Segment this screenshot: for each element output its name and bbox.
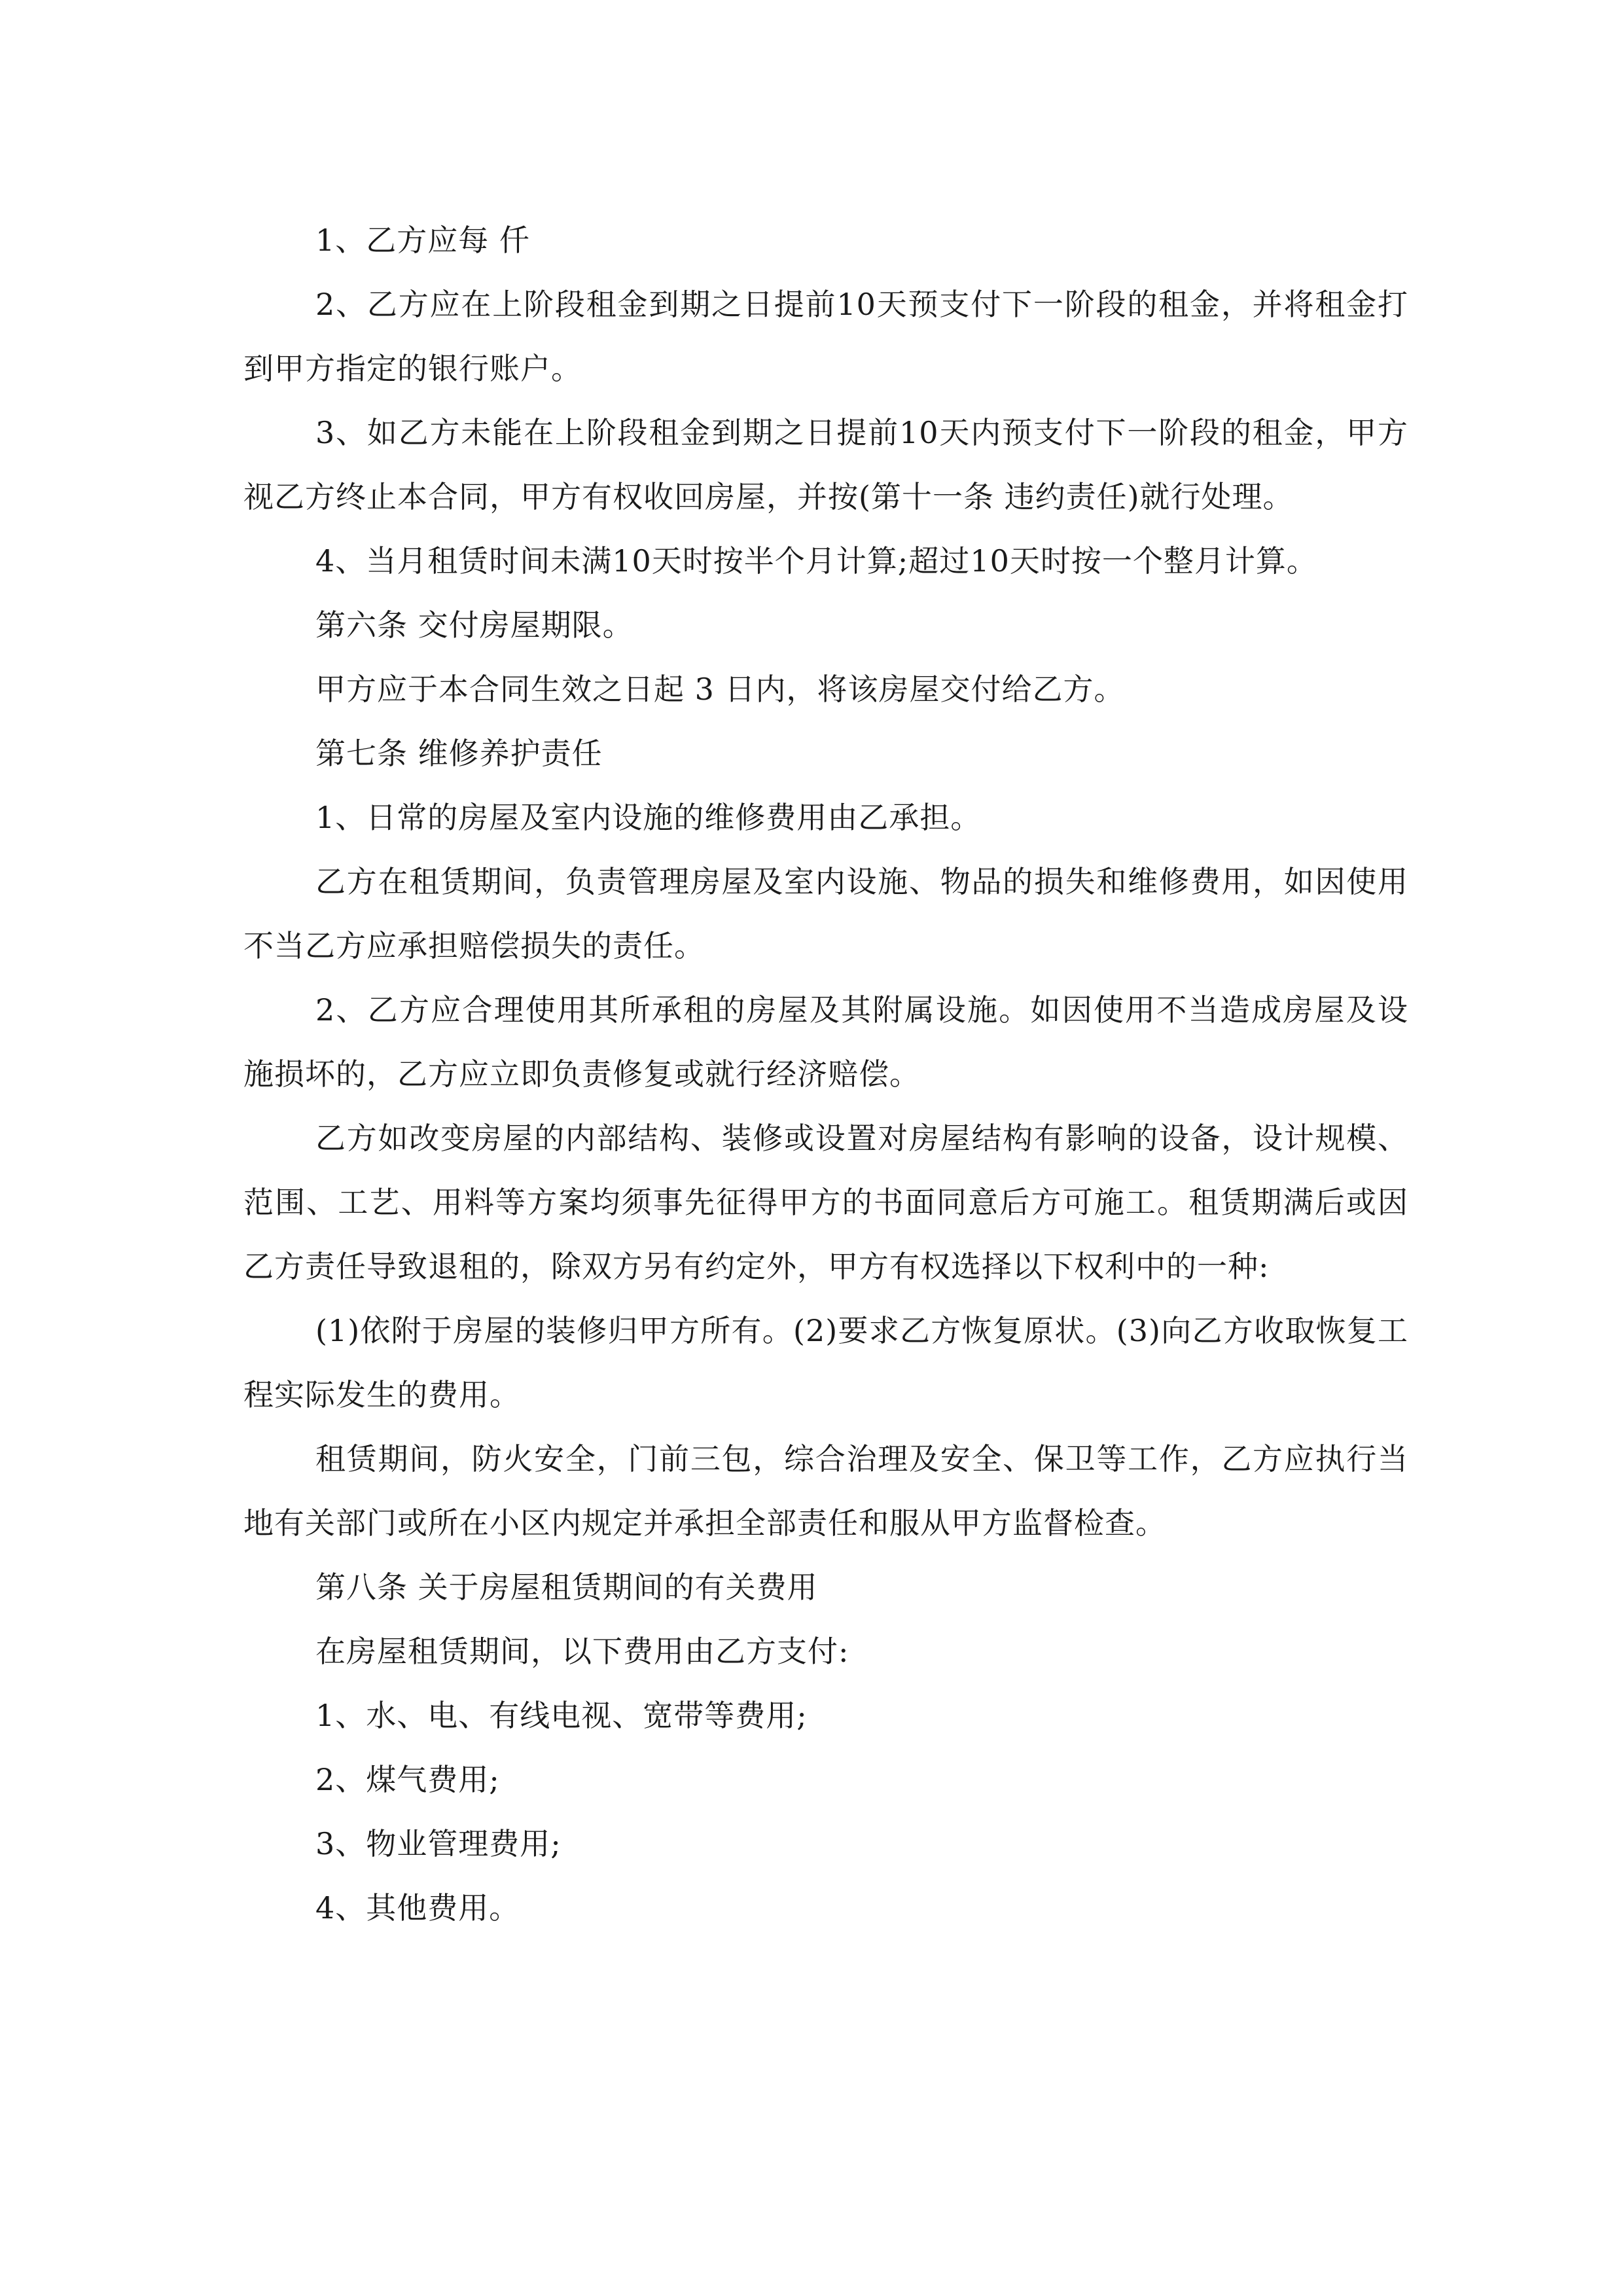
paragraph-rent-payment-2: 2、乙方应在上阶段租金到期之日提前10天预支付下一阶段的租金，并将租金打到甲方指定的银行账户。 (243, 287, 1408, 386)
paragraph-maintenance-2: 2、乙方应合理使用其所承租的房屋及其附属设施。如因使用不当造成房屋及设施损坏的，乙方应立即负责修复或就行经济赔偿。 (243, 992, 1408, 1092)
document-body (243, 208, 1408, 1940)
article-7-heading: 第七条 维修养护责任 (315, 736, 603, 771)
paragraph-fee-gas: 2、煤气费用; (315, 1762, 500, 1797)
paragraph-rent-payment-1: 1、乙方应每 仟 (315, 223, 530, 258)
paragraph-fee-property: 3、物业管理费用; (315, 1826, 562, 1861)
paragraph-delivery: 甲方应于本合同生效之日起 3 日内，将该房屋交付给乙方。 (315, 672, 1125, 707)
paragraph-fees-intro: 在房屋租赁期间，以下费用由乙方支付: (315, 1634, 849, 1669)
paragraph-rent-payment-3: 3、如乙方未能在上阶段租金到期之日提前10天内预支付下一阶段的租金，甲方视乙方终止本合同，甲方有权收回房屋，并按(第十一条 违约责任)就行处理。 (243, 415, 1408, 514)
paragraph-fee-other: 4、其他费用。 (315, 1890, 520, 1926)
paragraph-fee-utilities: 1、水、电、有线电视、宽带等费用; (315, 1698, 808, 1733)
article-6-heading: 第六条 交付房屋期限。 (315, 607, 633, 643)
paragraph-structure-change: 乙方如改变房屋的内部结构、装修或设置对房屋结构有影响的设备，设计规模、范围、工艺、用料等方案均须事先征得甲方的书面同意后方可施工。租赁期满后或因乙方责任导致退租的，除双方另有约定外，甲方有权选择以下权利中的一种: (243, 1121, 1408, 1284)
article-8-heading: 第八条 关于房屋租赁期间的有关费用 (315, 1570, 818, 1605)
paragraph-maintenance-1: 1、日常的房屋及室内设施的维修费用由乙承担。 (315, 800, 982, 835)
paragraph-rent-payment-4: 4、当月租赁时间未满10天时按半个月计算;超过10天时按一个整月计算。 (315, 543, 1317, 579)
paragraph-options: (1)依附于房屋的装修归甲方所有。(2)要求乙方恢复原状。(3)向乙方收取恢复工程实际发生的费用。 (243, 1313, 1408, 1412)
paragraph-maintenance-liability: 乙方在租赁期间，负责管理房屋及室内设施、物品的损失和维修费用，如因使用不当乙方应承担赔偿损失的责任。 (243, 864, 1408, 963)
paragraph-safety: 租赁期间，防火安全，门前三包，综合治理及安全、保卫等工作，乙方应执行当地有关部门或所在小区内规定并承担全部责任和服从甲方监督检查。 (243, 1441, 1408, 1541)
